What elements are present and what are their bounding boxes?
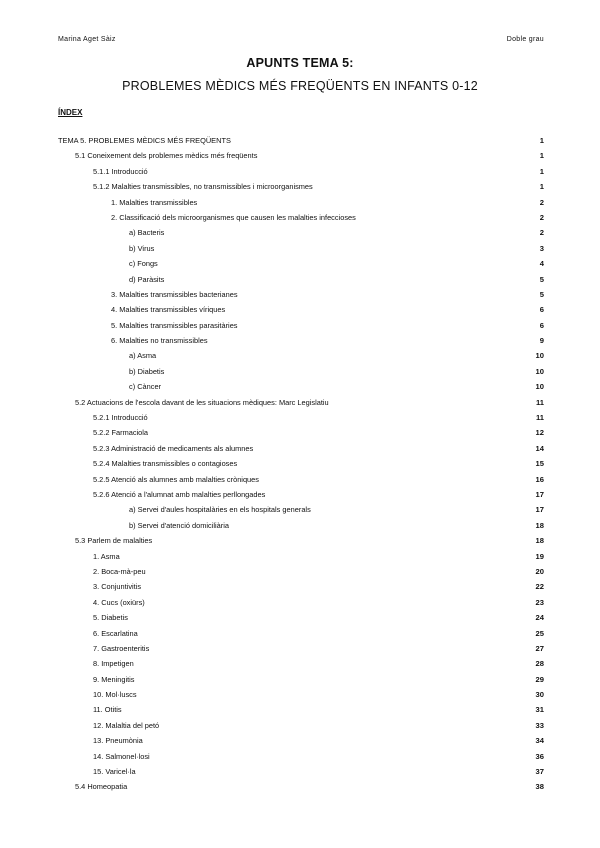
toc-entry-title: a) Bacteris	[129, 228, 165, 238]
header-author: Marina Aget Sàiz	[58, 36, 116, 43]
toc-entry-page-number: 19	[535, 551, 544, 561]
toc-entry[interactable]	[58, 533, 544, 548]
toc-entry[interactable]	[58, 733, 544, 748]
toc-entry-page-number: 38	[535, 782, 544, 792]
toc-entry-title: 9. Meningitis	[93, 674, 135, 684]
toc-entry-page-number: 24	[535, 613, 544, 623]
toc-entry[interactable]	[58, 749, 544, 764]
toc-entry-title: a) Asma	[129, 351, 157, 361]
toc-entry-title: 4. Cucs (oxiürs)	[93, 597, 145, 607]
toc-entry-title: 5.1 Coneixement dels problemes mèdics més freqüents	[75, 151, 258, 161]
toc-entry[interactable]	[58, 272, 544, 287]
toc-entry-title: 5.4 Homeopatia	[75, 782, 128, 792]
toc-entry-page-number: 6	[539, 305, 544, 315]
toc-entry-title: 5.2 Actuacions de l'escola davant de les situacions mèdiques: Marc Legislatiu	[75, 397, 329, 407]
toc-entry-title: 5.2.2 Farmaciola	[93, 428, 149, 438]
toc-entry[interactable]	[58, 179, 544, 194]
toc-entry-page-number: 28	[535, 659, 544, 669]
toc-entry-page-number: 12	[535, 428, 544, 438]
toc-entry-page-number: 17	[535, 505, 544, 515]
toc-entry-title: a) Servei d'aules hospitalàries en els hospitals generals	[129, 505, 311, 515]
toc-entry-page-number: 15	[535, 459, 544, 469]
toc-entry[interactable]	[58, 379, 544, 394]
toc-entry-page-number: 27	[535, 643, 544, 653]
toc-entry-title: 3. Conjuntivitis	[93, 582, 142, 592]
toc-entry[interactable]	[58, 764, 544, 779]
toc-entry[interactable]	[58, 241, 544, 256]
toc-entry[interactable]	[58, 395, 544, 410]
toc-entry-title: 5.2.4 Malalties transmissibles o contagioses	[93, 459, 238, 469]
toc-entry-page-number: 33	[535, 720, 544, 730]
toc-entry-page-number: 4	[539, 259, 544, 269]
toc-entry-title: 5.2.3 Administració de medicaments als alumnes	[93, 443, 254, 453]
toc-entry-title: 1. Malalties transmissibles	[111, 197, 198, 207]
toc-entry-page-number: 1	[539, 136, 544, 145]
toc-entry-title: 6. Malalties no transmissibles	[111, 336, 208, 346]
toc-entry-title: 2. Boca-mà-peu	[93, 566, 146, 576]
toc-entry-title: c) Càncer	[129, 382, 162, 392]
toc-entry[interactable]	[58, 610, 544, 625]
document-subtitle: PROBLEMES MÈDICS MÉS FREQÜENTS EN INFANTS 0-12	[122, 79, 478, 93]
toc-entry-title: d) Paràsits	[129, 274, 165, 284]
toc-entry-title: 6. Escarlatina	[93, 628, 138, 638]
toc-entry-page-number: 29	[535, 674, 544, 684]
toc-entry[interactable]	[58, 195, 544, 210]
toc-entry-page-number: 10	[535, 382, 544, 392]
toc-entry-title: 13. Pneumònia	[93, 736, 143, 746]
toc-entry-title: 12. Malaltia del petó	[93, 720, 160, 730]
toc-entry-page-number: 11	[535, 397, 544, 407]
toc-entry[interactable]	[58, 672, 544, 687]
toc-entry-page-number: 2	[539, 228, 544, 238]
toc-entry[interactable]	[58, 441, 544, 456]
toc-entry[interactable]	[58, 210, 544, 225]
toc-entry[interactable]	[58, 687, 544, 702]
toc-entry-title: 8. Impetigen	[93, 659, 134, 669]
toc-entry[interactable]	[58, 456, 544, 471]
toc-entry-page-number: 18	[535, 520, 544, 530]
toc-entry[interactable]	[58, 333, 544, 348]
toc-entry-page-number: 14	[535, 443, 544, 453]
toc-entry-page-number: 1	[539, 166, 544, 176]
toc-entry-page-number: 1	[539, 182, 544, 192]
toc-entry-page-number: 20	[535, 566, 544, 576]
toc-entry-title: b) Servei d'atenció domiciliària	[129, 520, 229, 530]
toc-entry-title: 15. Varicel·la	[93, 767, 136, 777]
toc-entry[interactable]	[58, 564, 544, 579]
toc-entry[interactable]	[58, 256, 544, 271]
toc-entry[interactable]	[58, 164, 544, 179]
toc-entry-title: b) Virus	[129, 243, 155, 253]
toc-entry-page-number: 2	[539, 212, 544, 222]
toc-entry-page-number: 16	[535, 474, 544, 484]
toc-entry[interactable]	[58, 364, 544, 379]
index-heading: ÍNDEX	[58, 108, 83, 117]
toc-entry-page-number: 34	[535, 736, 544, 746]
toc-entry-page-number: 9	[539, 336, 544, 346]
toc-entry-title: 5.1.2 Malalties transmissibles, no transmissibles i microorganismes	[93, 182, 313, 192]
toc-entry-page-number: 2	[539, 197, 544, 207]
toc-entry-title: 5.2.6 Atenció a l'alumnat amb malalties perllongades	[93, 489, 266, 499]
toc-entry-title: TEMA 5. PROBLEMES MÈDICS MÉS FREQÜENTS	[58, 136, 231, 145]
toc-entry-page-number: 25	[535, 628, 544, 638]
toc-entry[interactable]	[58, 348, 544, 363]
toc-entry-page-number: 5	[539, 274, 544, 284]
toc-entry[interactable]	[58, 626, 544, 641]
toc-entry[interactable]	[58, 595, 544, 610]
toc-entry[interactable]	[58, 225, 544, 240]
toc-entry[interactable]	[58, 779, 544, 794]
toc-entry-page-number: 5	[539, 289, 544, 299]
toc-entry-page-number: 6	[539, 320, 544, 330]
toc-entry-page-number: 17	[535, 489, 544, 499]
toc-entry-page-number: 3	[539, 243, 544, 253]
toc-entry-title: 5. Malalties transmissibles parasitàries	[111, 320, 238, 330]
toc-entry[interactable]	[58, 502, 544, 517]
toc-entry-title: 14. Salmonel·losi	[93, 751, 150, 761]
toc-entry[interactable]	[58, 148, 544, 163]
toc-entry[interactable]	[58, 410, 544, 425]
toc-entry-title: b) Diabetis	[129, 366, 165, 376]
toc-entry-title: 4. Malalties transmissibles víriques	[111, 305, 226, 315]
toc-entry[interactable]	[58, 656, 544, 671]
toc-entry-title: 1. Asma	[93, 551, 120, 561]
toc-entry-title: 5.2.1 Introducció	[93, 413, 148, 423]
header-course: Doble grau	[506, 36, 544, 43]
toc-entry-page-number: 23	[535, 597, 544, 607]
toc-entry-page-number: 11	[535, 413, 544, 423]
toc-entry[interactable]	[58, 702, 544, 717]
toc-entry-page-number: 1	[539, 151, 544, 161]
document-title: APUNTS TEMA 5:	[246, 56, 354, 70]
toc-entry[interactable]	[58, 318, 544, 333]
toc-entry-title: c) Fongs	[129, 259, 158, 269]
toc-entry-page-number: 10	[535, 351, 544, 361]
toc-entry[interactable]	[58, 472, 544, 487]
toc-entry-page-number: 37	[535, 767, 544, 777]
toc-entry[interactable]	[58, 287, 544, 302]
toc-entry[interactable]	[58, 549, 544, 564]
toc-entry[interactable]	[58, 718, 544, 733]
toc-entry[interactable]	[58, 518, 544, 533]
toc-entry-page-number: 36	[535, 751, 544, 761]
toc-entry-title: 3. Malalties transmissibles bacterianes	[111, 289, 238, 299]
toc-entry[interactable]	[58, 133, 544, 148]
toc-entry-title: 5.1.1 Introducció	[93, 166, 148, 176]
toc-entry-title: 7. Gastroenteritis	[93, 643, 150, 653]
toc-entry[interactable]	[58, 641, 544, 656]
toc-entry-page-number: 18	[535, 536, 544, 546]
toc-entry-page-number: 31	[535, 705, 544, 715]
toc-entry[interactable]	[58, 487, 544, 502]
toc-entry[interactable]	[58, 579, 544, 594]
toc-entry-title: 5. Diabetis	[93, 613, 128, 623]
toc-entry-page-number: 10	[535, 366, 544, 376]
table-of-contents	[58, 133, 544, 795]
toc-entry-page-number: 30	[535, 690, 544, 700]
toc-entry-title: 11. Otitis	[93, 705, 122, 715]
toc-entry-title: 5.2.5 Atenció als alumnes amb malalties cròniques	[93, 474, 259, 484]
toc-entry[interactable]	[58, 425, 544, 440]
toc-entry-page-number: 22	[535, 582, 544, 592]
toc-entry-title: 10. Mol·luscs	[93, 690, 137, 700]
toc-entry[interactable]	[58, 302, 544, 317]
toc-entry-title: 2. Classificació dels microorganismes que causen les malalties infeccioses	[111, 212, 356, 222]
toc-entry-title: 5.3 Parlem de malalties	[75, 536, 153, 546]
